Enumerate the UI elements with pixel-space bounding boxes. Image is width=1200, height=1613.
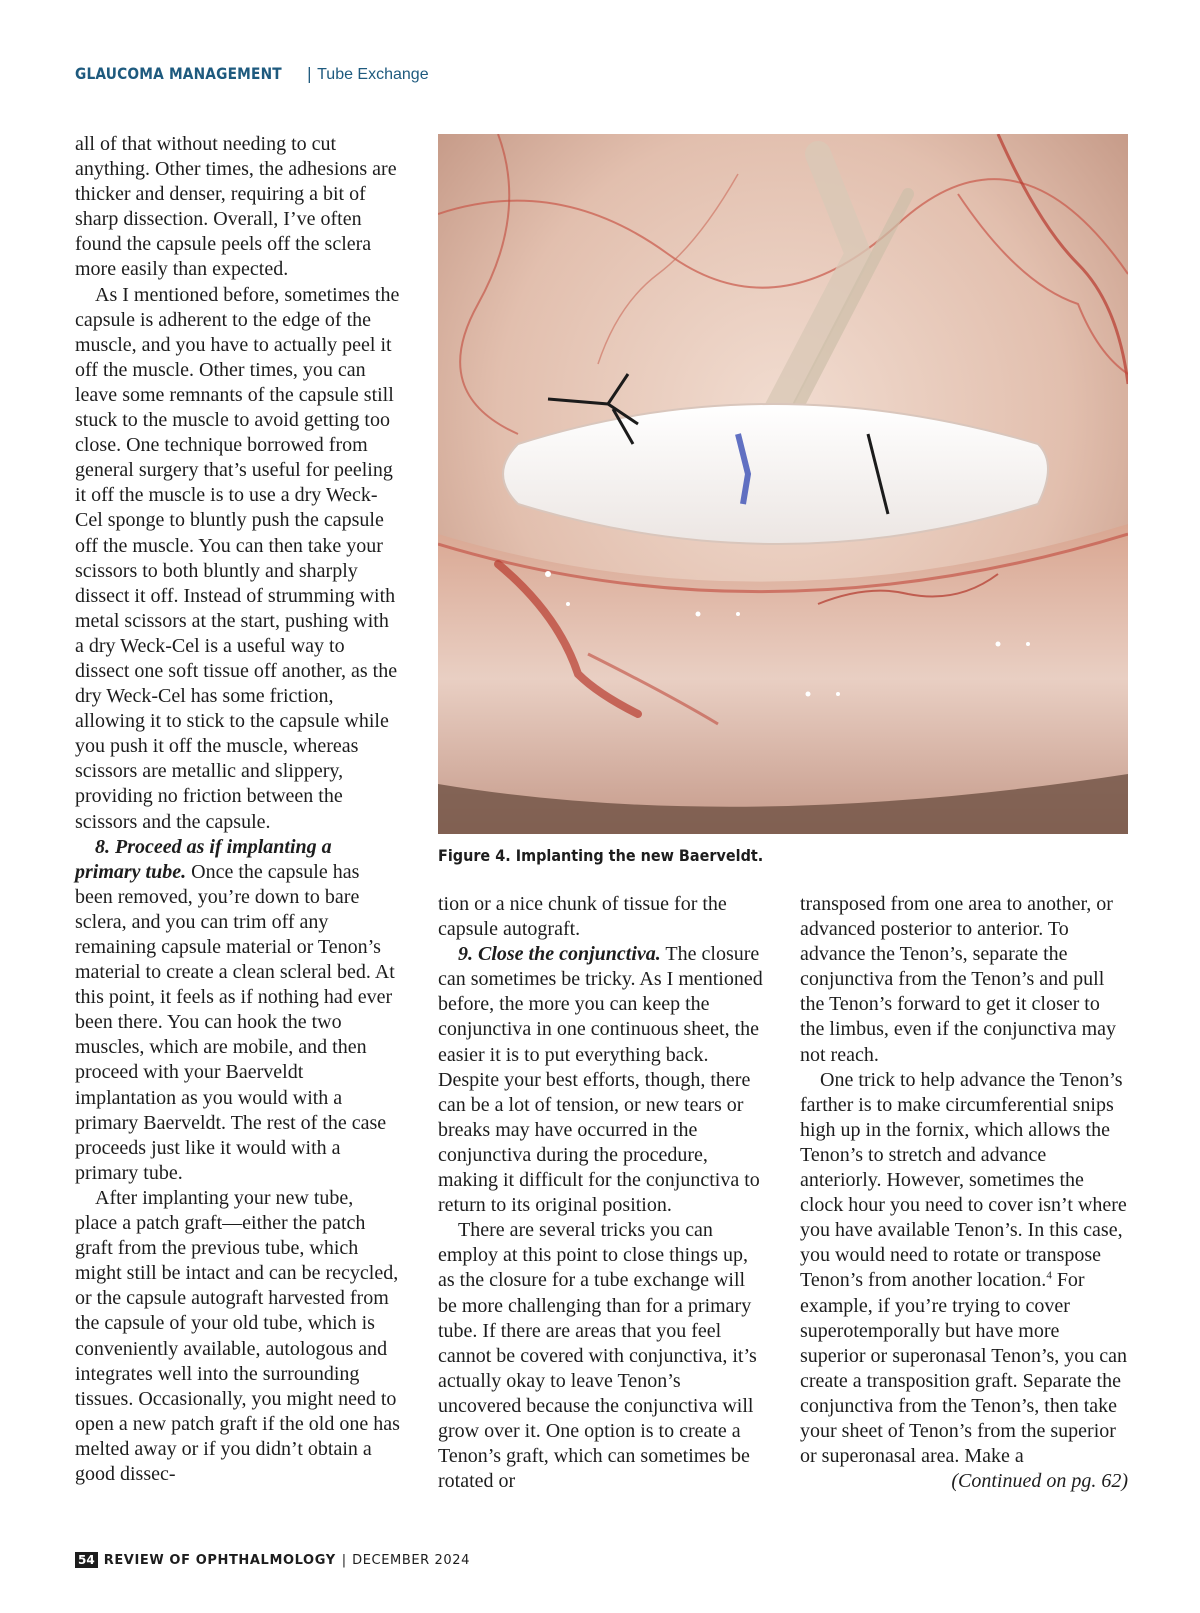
paragraph xyxy=(438,942,763,1218)
paragraph: tion or a nice chunk of tissue for the capsule autograft. xyxy=(438,893,727,941)
paragraph: As I mentioned before, sometimes the capsule is adherent to the edge of the muscle, and you have to actually peel it off the muscle. Other times, you can leave some remnants of the capsule still stuck to the muscle to avoid getting too close. One technique borrowed from general surgery that’s useful for peeling it off the muscle is to use a dry Weck-Cel sponge to bluntly push the capsule off the muscle. You can then take your scissors to both bluntly and sharply dissect it off. Instead of strumming with metal scissors at the start, pushing with a dry Weck-Cel is a useful way to dissect one soft tissue off another, as the dry Weck-Cel has some friction, allowing it to stick to the capsule while you push it off the muscle, whereas scissors are metallic and slippery, providing no friction between the scissors and the capsule. xyxy=(75,283,400,833)
article-column-3 xyxy=(800,892,1128,1494)
step-heading: 9. Close the conjunctiva. xyxy=(458,943,661,966)
paragraph-text: Once the capsule has been removed, you’re down to bare sclera, and you can trim off any remaining capsule material or Tenon’s material to create a clean scleral bed. At this point, it feels as if nothing had ever been there. You can hook the two muscles, which are mobile, and then proceed with your Baerveldt implantation as you would with a primary Baerveldt. The rest of the case proceeds just like it would with a primary tube. xyxy=(75,860,395,1184)
article-column-2 xyxy=(438,892,763,1494)
paragraph: transposed from one area to another, or advanced posterior to anterior. To advance the Tenon’s, separate the conjunctiva from the Tenon’s and pull the Tenon’s forward to get it closer to the limbus, even if the conjunctiva may not reach. xyxy=(800,893,1117,1066)
page-footer xyxy=(75,1552,470,1568)
running-head xyxy=(75,64,429,84)
paragraph: There are several tricks you can employ at this point to close things up, as the closure for a tube exchange will be more challenging than for a primary tube. If there are areas that you feel cannot be covered with conjunctiva, it’s actually okay to leave Tenon’s uncovered because the conjunctiva will grow over it. One option is to create a Tenon’s graft, which can sometimes be rotated or xyxy=(438,1219,757,1493)
section-topic: Tube Exchange xyxy=(317,66,429,83)
continued-note: (Continued on pg. 62) xyxy=(951,1470,1128,1493)
paragraph-text: For example, if you’re trying to cover superotemporally but have more superior or superonasal Tenon’s, you can create a transposition graft. Separate the conjunctiva from the Tenon’s, then take your sheet of Tenon’s from the superior or superonasal area. Make a xyxy=(800,1269,1128,1468)
paragraph xyxy=(75,835,400,1186)
page-number: 54 xyxy=(75,1552,98,1568)
reference-marker: 4 xyxy=(1046,1269,1052,1282)
step-heading: 8. Proceed as if implanting a primary tube. xyxy=(75,835,332,883)
paragraph: all of that without needing to cut anything. Other times, the adhesions are thicker and denser, requiring a bit of sharp dissection. Overall, I’ve often found the capsule peels off the sclera more easily than expected. xyxy=(75,133,397,281)
footer-separator: | xyxy=(341,1552,347,1568)
paragraph-text: The closure can sometimes be tricky. As I mentioned before, the more you can keep the conjunctiva in one continuous sheet, the easier it is to put everything back. Despite your best efforts, though, there can be a lot of tension, or new tears or breaks may have occurred in the conjunctiva during the procedure, making it difficult for the conjunctiva to return to its original position. xyxy=(438,943,763,1217)
header-separator: | xyxy=(306,64,313,83)
publication-name: REVIEW OF OPHTHALMOLOGY xyxy=(103,1552,336,1568)
paragraph-text: One trick to help advance the Tenon’s farther is to make circumferential snips high up in the fornix, which allows the Tenon’s to stretch and advance anteriorly. However, sometimes the clock hour you need to cover isn’t where you have available Tenon’s. In this case, you would need to rotate or transpose Tenon’s from another location. xyxy=(800,1068,1127,1292)
section-title: GLAUCOMA MANAGEMENT xyxy=(75,64,282,83)
paragraph xyxy=(800,1068,1128,1470)
surgical-photo-icon xyxy=(438,134,1128,834)
surgical-figure xyxy=(438,134,1128,834)
paragraph: After implanting your new tube, place a patch graft—either the patch graft from the previous tube, which might still be intact and can be recycled, or the capsule autograft harvested from the capsule of your old tube, which is conveniently available, autologous and integrates well into the surrounding tissues. Occasionally, you might need to open a new patch graft if the old one has melted away or if you didn’t obtain a good dissec- xyxy=(75,1186,400,1485)
issue-date: DECEMBER 2024 xyxy=(352,1552,471,1568)
figure-caption: Figure 4. Implanting the new Baerveldt. xyxy=(438,846,764,865)
article-column-1 xyxy=(75,132,400,1487)
